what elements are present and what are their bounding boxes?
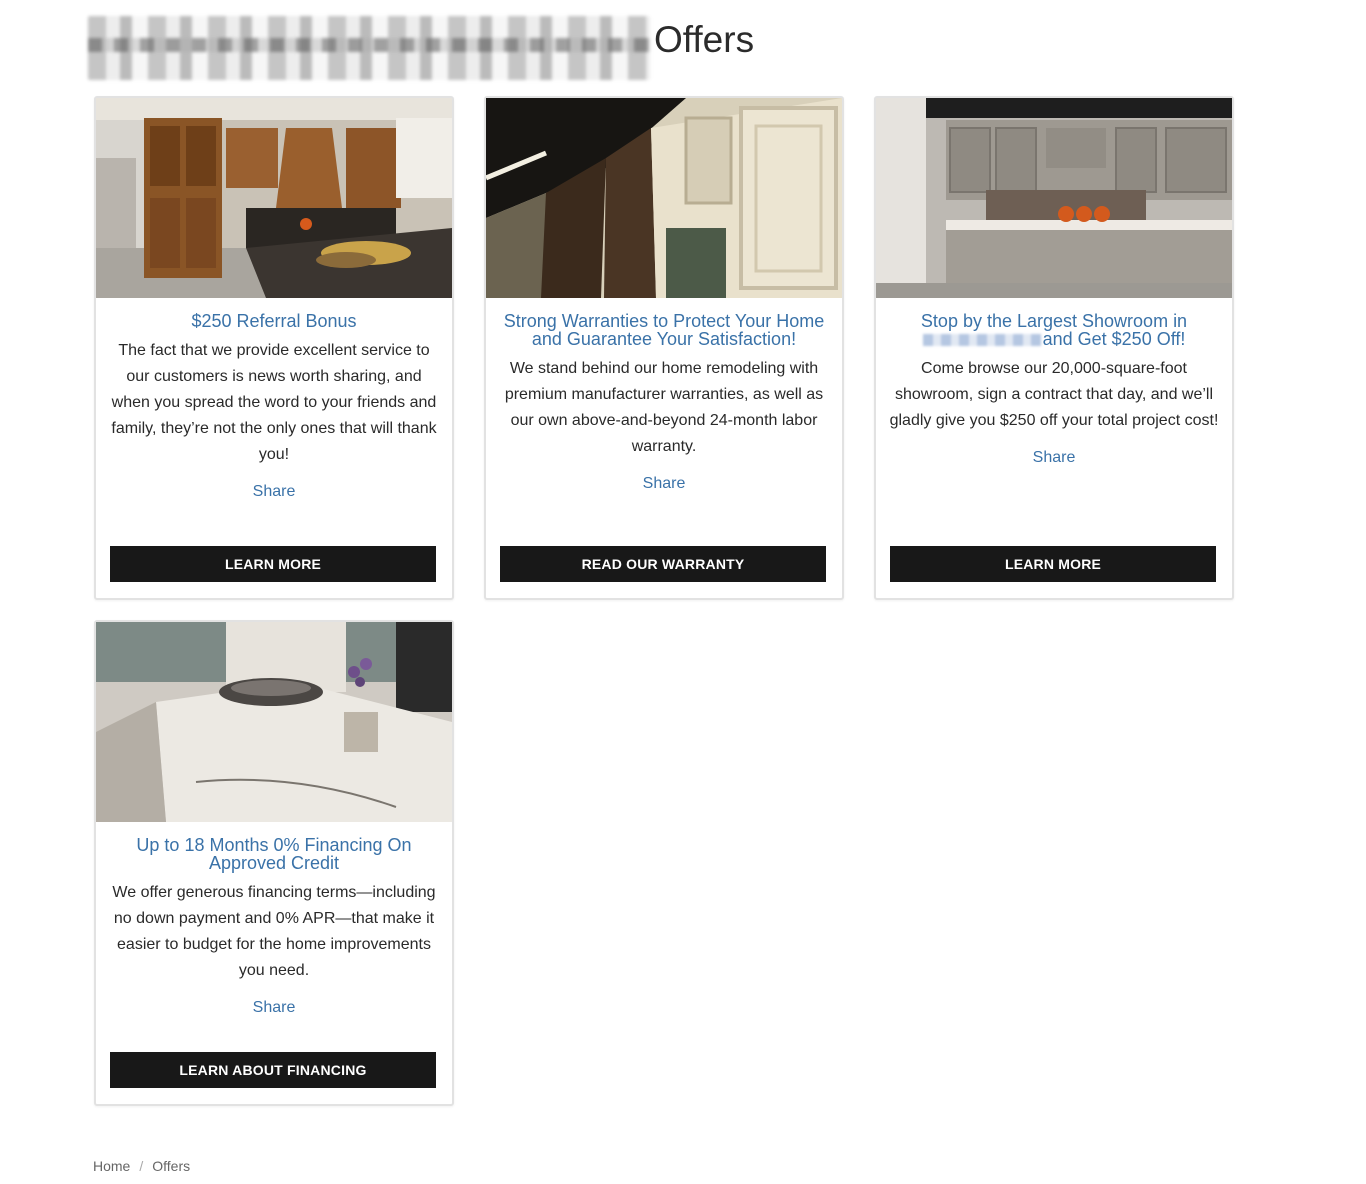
offer-title — [890, 312, 1218, 348]
share-link[interactable]: Share — [1032, 449, 1076, 466]
offer-description: The fact that we provide excellent service to our customers is news worth sharing, and when you spread the word to your friends and family, they’re not the only ones that will thank you! — [111, 342, 437, 463]
breadcrumb-separator: / — [139, 1158, 144, 1174]
blurred-location — [923, 334, 1041, 346]
offer-title: Up to 18 Months 0% Financing On Approved Credit — [136, 835, 412, 873]
learn-about-financing-button[interactable]: LEARN ABOUT FINANCING — [110, 1052, 436, 1088]
breadcrumb-current: Offers — [152, 1158, 191, 1174]
learn-more-button[interactable]: LEARN MORE — [890, 546, 1216, 582]
share-link[interactable]: Share — [642, 475, 686, 492]
page-header — [88, 14, 788, 84]
page-title: Offers — [654, 19, 755, 60]
gray-kitchen-showroom-photo — [876, 98, 1232, 298]
blurred-brand-name — [88, 16, 650, 80]
share-link[interactable]: Share — [252, 483, 296, 500]
cream-cabinet-doors-photo — [486, 98, 842, 298]
offer-card-financing — [94, 620, 454, 1106]
offer-title: Strong Warranties to Protect Your Home and Guarantee Your Satisfaction! — [503, 311, 825, 349]
offer-card-showroom — [874, 96, 1234, 600]
offer-description: We stand behind our home remodeling with premium manufacturer warranties, as well as our own above-and-beyond 24-month labor warranty. — [504, 360, 824, 455]
breadcrumb-home-link[interactable]: Home — [93, 1158, 131, 1174]
breadcrumb — [93, 1158, 190, 1174]
offer-card-warranty — [484, 96, 844, 600]
offer-card-referral — [94, 96, 454, 600]
showroom-wood-kitchen-photo — [96, 98, 452, 298]
read-warranty-button[interactable]: READ OUR WARRANTY — [500, 546, 826, 582]
countertop-decor-photo — [96, 622, 452, 822]
share-link[interactable]: Share — [252, 999, 296, 1016]
offer-description: Come browse our 20,000-square-foot showroom, sign a contract that day, and we’ll gladly give you $250 off your total project cost! — [889, 360, 1219, 429]
offer-description: We offer generous financing terms—including no down payment and 0% APR—that make it easier to budget for the home improvements you need. — [112, 884, 436, 979]
offer-title-prefix: Stop by the Largest Showroom in — [920, 311, 1188, 331]
offer-title: $250 Referral Bonus — [191, 311, 357, 331]
offer-title-suffix: and Get $250 Off! — [1042, 329, 1186, 349]
learn-more-button[interactable]: LEARN MORE — [110, 546, 436, 582]
